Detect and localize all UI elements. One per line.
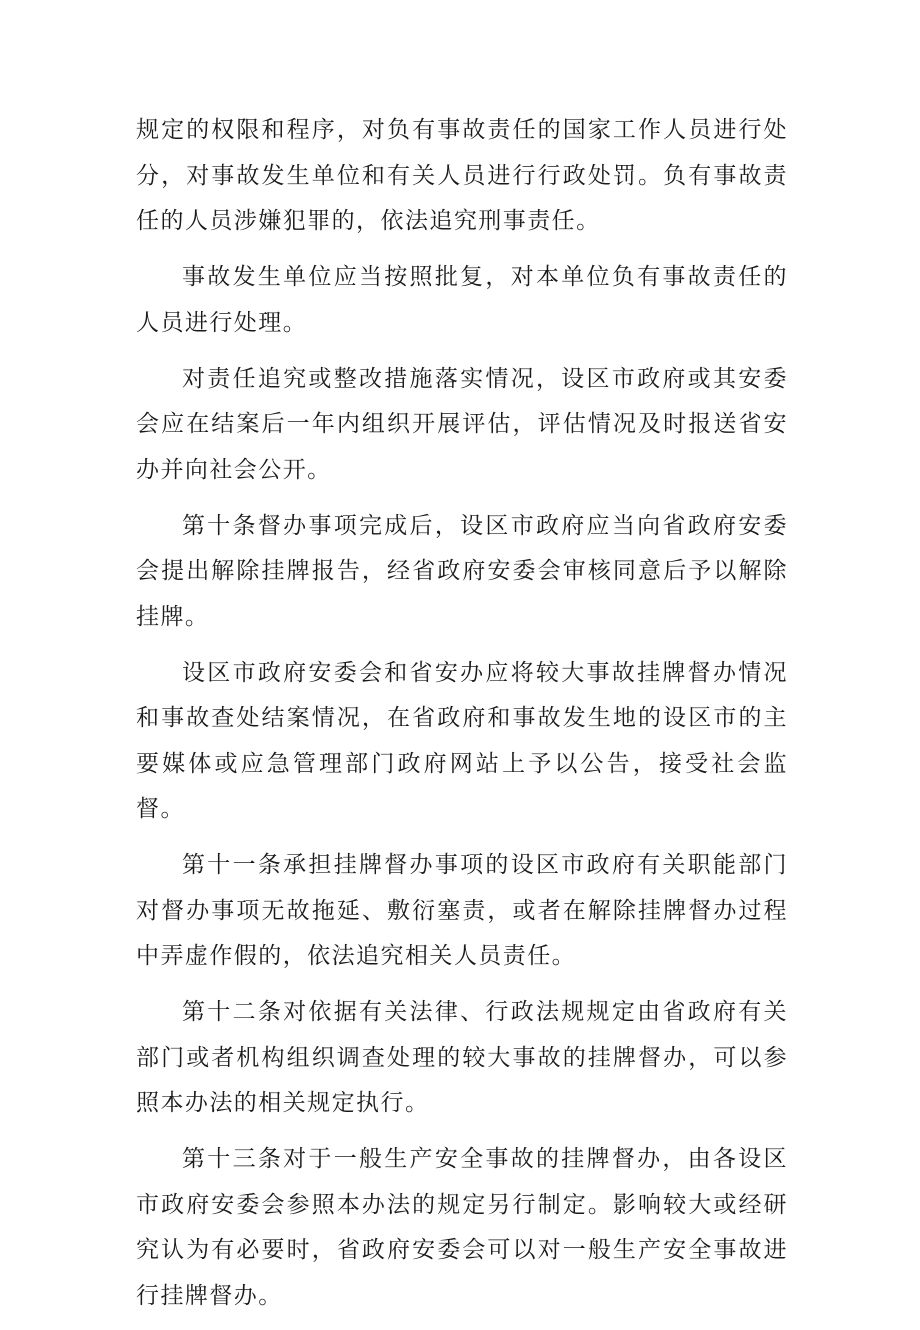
paragraph-2: 事故发生单位应当按照批复，对本单位负有事故责任的人员进行处理。 bbox=[136, 264, 788, 336]
paragraph-1: 规定的权限和程序，对负有事故责任的国家工作人员进行处分，对事故发生单位和有关人员进行行政处罚。负有事故责任的人员涉嫌犯罪的，依法追究刑事责任。 bbox=[136, 117, 788, 234]
paragraph-4-article-10: 第十条督办事项完成后，设区市政府应当向省政府安委会提出解除挂牌报告，经省政府安委会审核同意后予以解除挂牌。 bbox=[136, 512, 788, 630]
paragraph-3: 对责任追究或整改措施落实情况，设区市政府或其安委会应在结案后一年内组织开展评估，评估情况及时报送省安办并向社会公开。 bbox=[136, 365, 788, 483]
paragraph-7-article-12: 第十二条对依据有关法律、行政法规规定由省政府有关部门或者机构组织调查处理的较大事故的挂牌督办，可以参照本办法的相关规定执行。 bbox=[136, 999, 788, 1116]
document-body bbox=[136, 108, 788, 1330]
paragraph-8-article-13: 第十三条对于一般生产安全事故的挂牌督办，由各设区市政府安委会参照本办法的规定另行制定。影响较大或经研究认为有必要时，省政府安委会可以对一般生产安全事故进行挂牌督办。 bbox=[136, 1146, 788, 1309]
paragraph-6-article-11: 第十一条承担挂牌督办事项的设区市政府有关职能部门对督办事项无故拖延、敷衍塞责，或者在解除挂牌督办过程中弄虚作假的，依法追究相关人员责任。 bbox=[136, 852, 788, 969]
paragraph-5: 设区市政府安委会和省安办应将较大事故挂牌督办情况和事故查处结案情况，在省政府和事故发生地的设区市的主要媒体或应急管理部门政府网站上予以公告，接受社会监督。 bbox=[136, 659, 788, 822]
